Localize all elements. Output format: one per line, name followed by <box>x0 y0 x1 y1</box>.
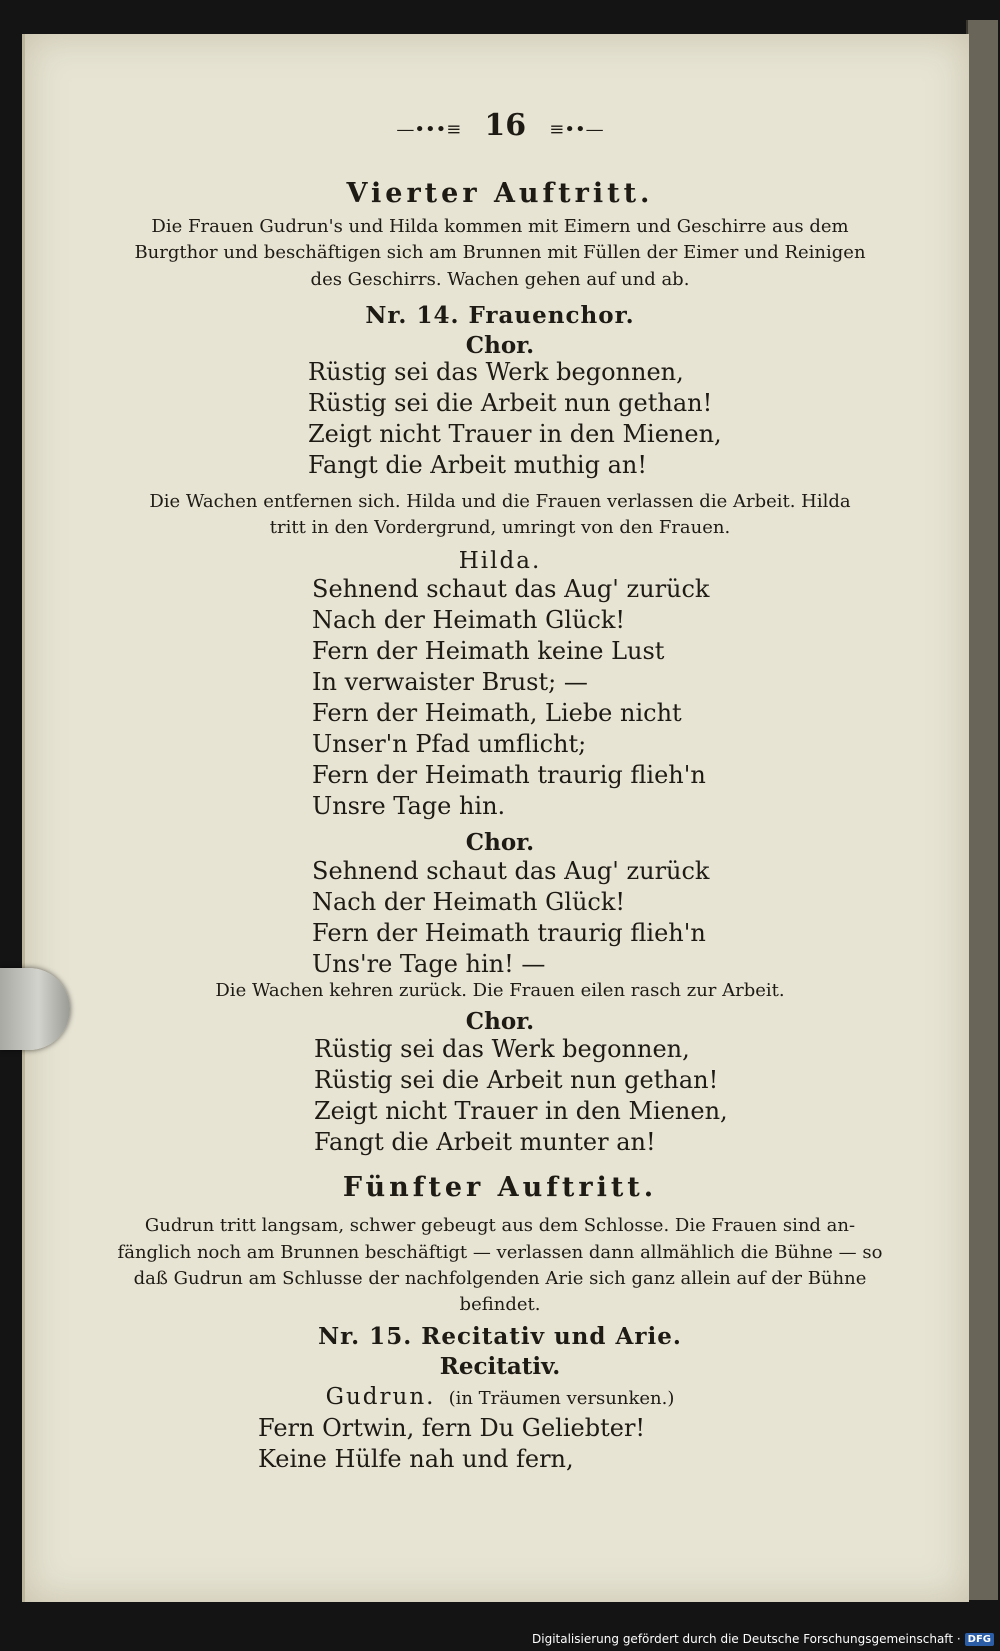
number-title-14: Nr. 14. Frauenchor. <box>365 302 635 329</box>
stage-direction: (in Träumen versunken.) <box>448 1388 675 1409</box>
verse-line: Fern der Heimath, Liebe nicht <box>312 699 682 727</box>
verse-line: Zeigt nicht Trauer in den Mienen, <box>314 1097 728 1125</box>
verse-line: Sehnend schaut das Aug' zurück <box>312 575 710 603</box>
stage-direction: Die Frauen Gudrun's und Hilda kommen mit Eimern und Geschirre aus dem <box>151 216 849 237</box>
dfg-logo: DFG <box>965 1633 994 1646</box>
stage-direction: Die Wachen kehren zurück. Die Frauen eilen rasch zur Arbeit. <box>215 980 785 1001</box>
verse-line: Fangt die Arbeit muthig an! <box>308 451 648 479</box>
stage-direction: fänglich noch am Brunnen beschäftigt — verlassen dann allmählich die Bühne — so <box>117 1242 883 1263</box>
stage-direction: befindet. <box>459 1294 541 1315</box>
stage-direction: daß Gudrun am Schlusse der nachfolgenden Arie sich ganz allein auf der Bühne <box>133 1268 867 1289</box>
verse-line: Unsre Tage hin. <box>312 792 506 820</box>
speaker-hilda: Hilda. <box>458 548 542 574</box>
page-number: 16 <box>484 108 527 143</box>
ornament-left: —•••≡ <box>396 119 462 140</box>
stage-direction: tritt in den Vordergrund, umringt von den Frauen. <box>269 517 731 538</box>
verse-line: Sehnend schaut das Aug' zurück <box>312 857 710 885</box>
verse-line: Nach der Heimath Glück! <box>312 888 626 916</box>
verse-line: Nach der Heimath Glück! <box>312 606 626 634</box>
speaker-chor: Chor. <box>465 332 535 359</box>
verse-line: Fangt die Arbeit munter an! <box>314 1128 656 1156</box>
speaker-gudrun-row <box>0 1384 1000 1410</box>
stage-direction: Die Wachen entfernen sich. Hilda und die Frauen verlassen die Arbeit. Hilda <box>149 491 851 512</box>
verse-line: Rüstig sei das Werk begonnen, <box>314 1035 690 1063</box>
verse-line: Fern der Heimath traurig flieh'n <box>312 761 706 789</box>
stage-direction: Burgthor und beschäftigen sich am Brunnen mit Füllen der Eimer und Reinigen <box>134 242 866 263</box>
page-number-row <box>0 108 1000 143</box>
ornament-right: ≡••— <box>549 119 604 140</box>
verse-line: Rüstig sei die Arbeit nun gethan! <box>308 389 713 417</box>
stage-direction: Gudrun tritt langsam, schwer gebeugt aus dem Schlosse. Die Frauen sind an- <box>144 1215 856 1236</box>
speaker-gudrun: Gudrun. <box>325 1384 436 1410</box>
stage-direction: des Geschirrs. Wachen gehen auf und ab. <box>310 269 690 290</box>
scene-heading-5: Fünfter Auftritt. <box>342 1172 658 1203</box>
verse-line: Fern der Heimath keine Lust <box>312 637 665 665</box>
verse-line: Fern Ortwin, fern Du Geliebter! <box>258 1414 646 1442</box>
verse-line: In verwaister Brust; — <box>312 668 588 696</box>
digitization-footer <box>532 1630 994 1648</box>
verse-line: Zeigt nicht Trauer in den Mienen, <box>308 420 722 448</box>
speaker-chor: Chor. <box>465 829 535 856</box>
verse-line: Fern der Heimath traurig flieh'n <box>312 919 706 947</box>
footer-text: Digitalisierung gefördert durch die Deutsche Forschungsgemeinschaft · <box>532 1632 961 1646</box>
verse-line: Keine Hülfe nah und fern, <box>258 1445 574 1473</box>
recitativ-subtitle: Recitativ. <box>439 1353 561 1380</box>
number-title-15: Nr. 15. Recitativ und Arie. <box>318 1323 682 1350</box>
scene-heading-4: Vierter Auftritt. <box>346 178 654 209</box>
verse-line: Uns're Tage hin! — <box>312 950 546 978</box>
speaker-chor: Chor. <box>465 1008 535 1035</box>
verse-line: Rüstig sei die Arbeit nun gethan! <box>314 1066 719 1094</box>
verse-line: Rüstig sei das Werk begonnen, <box>308 358 684 386</box>
verse-line: Unser'n Pfad umflicht; <box>312 730 587 758</box>
